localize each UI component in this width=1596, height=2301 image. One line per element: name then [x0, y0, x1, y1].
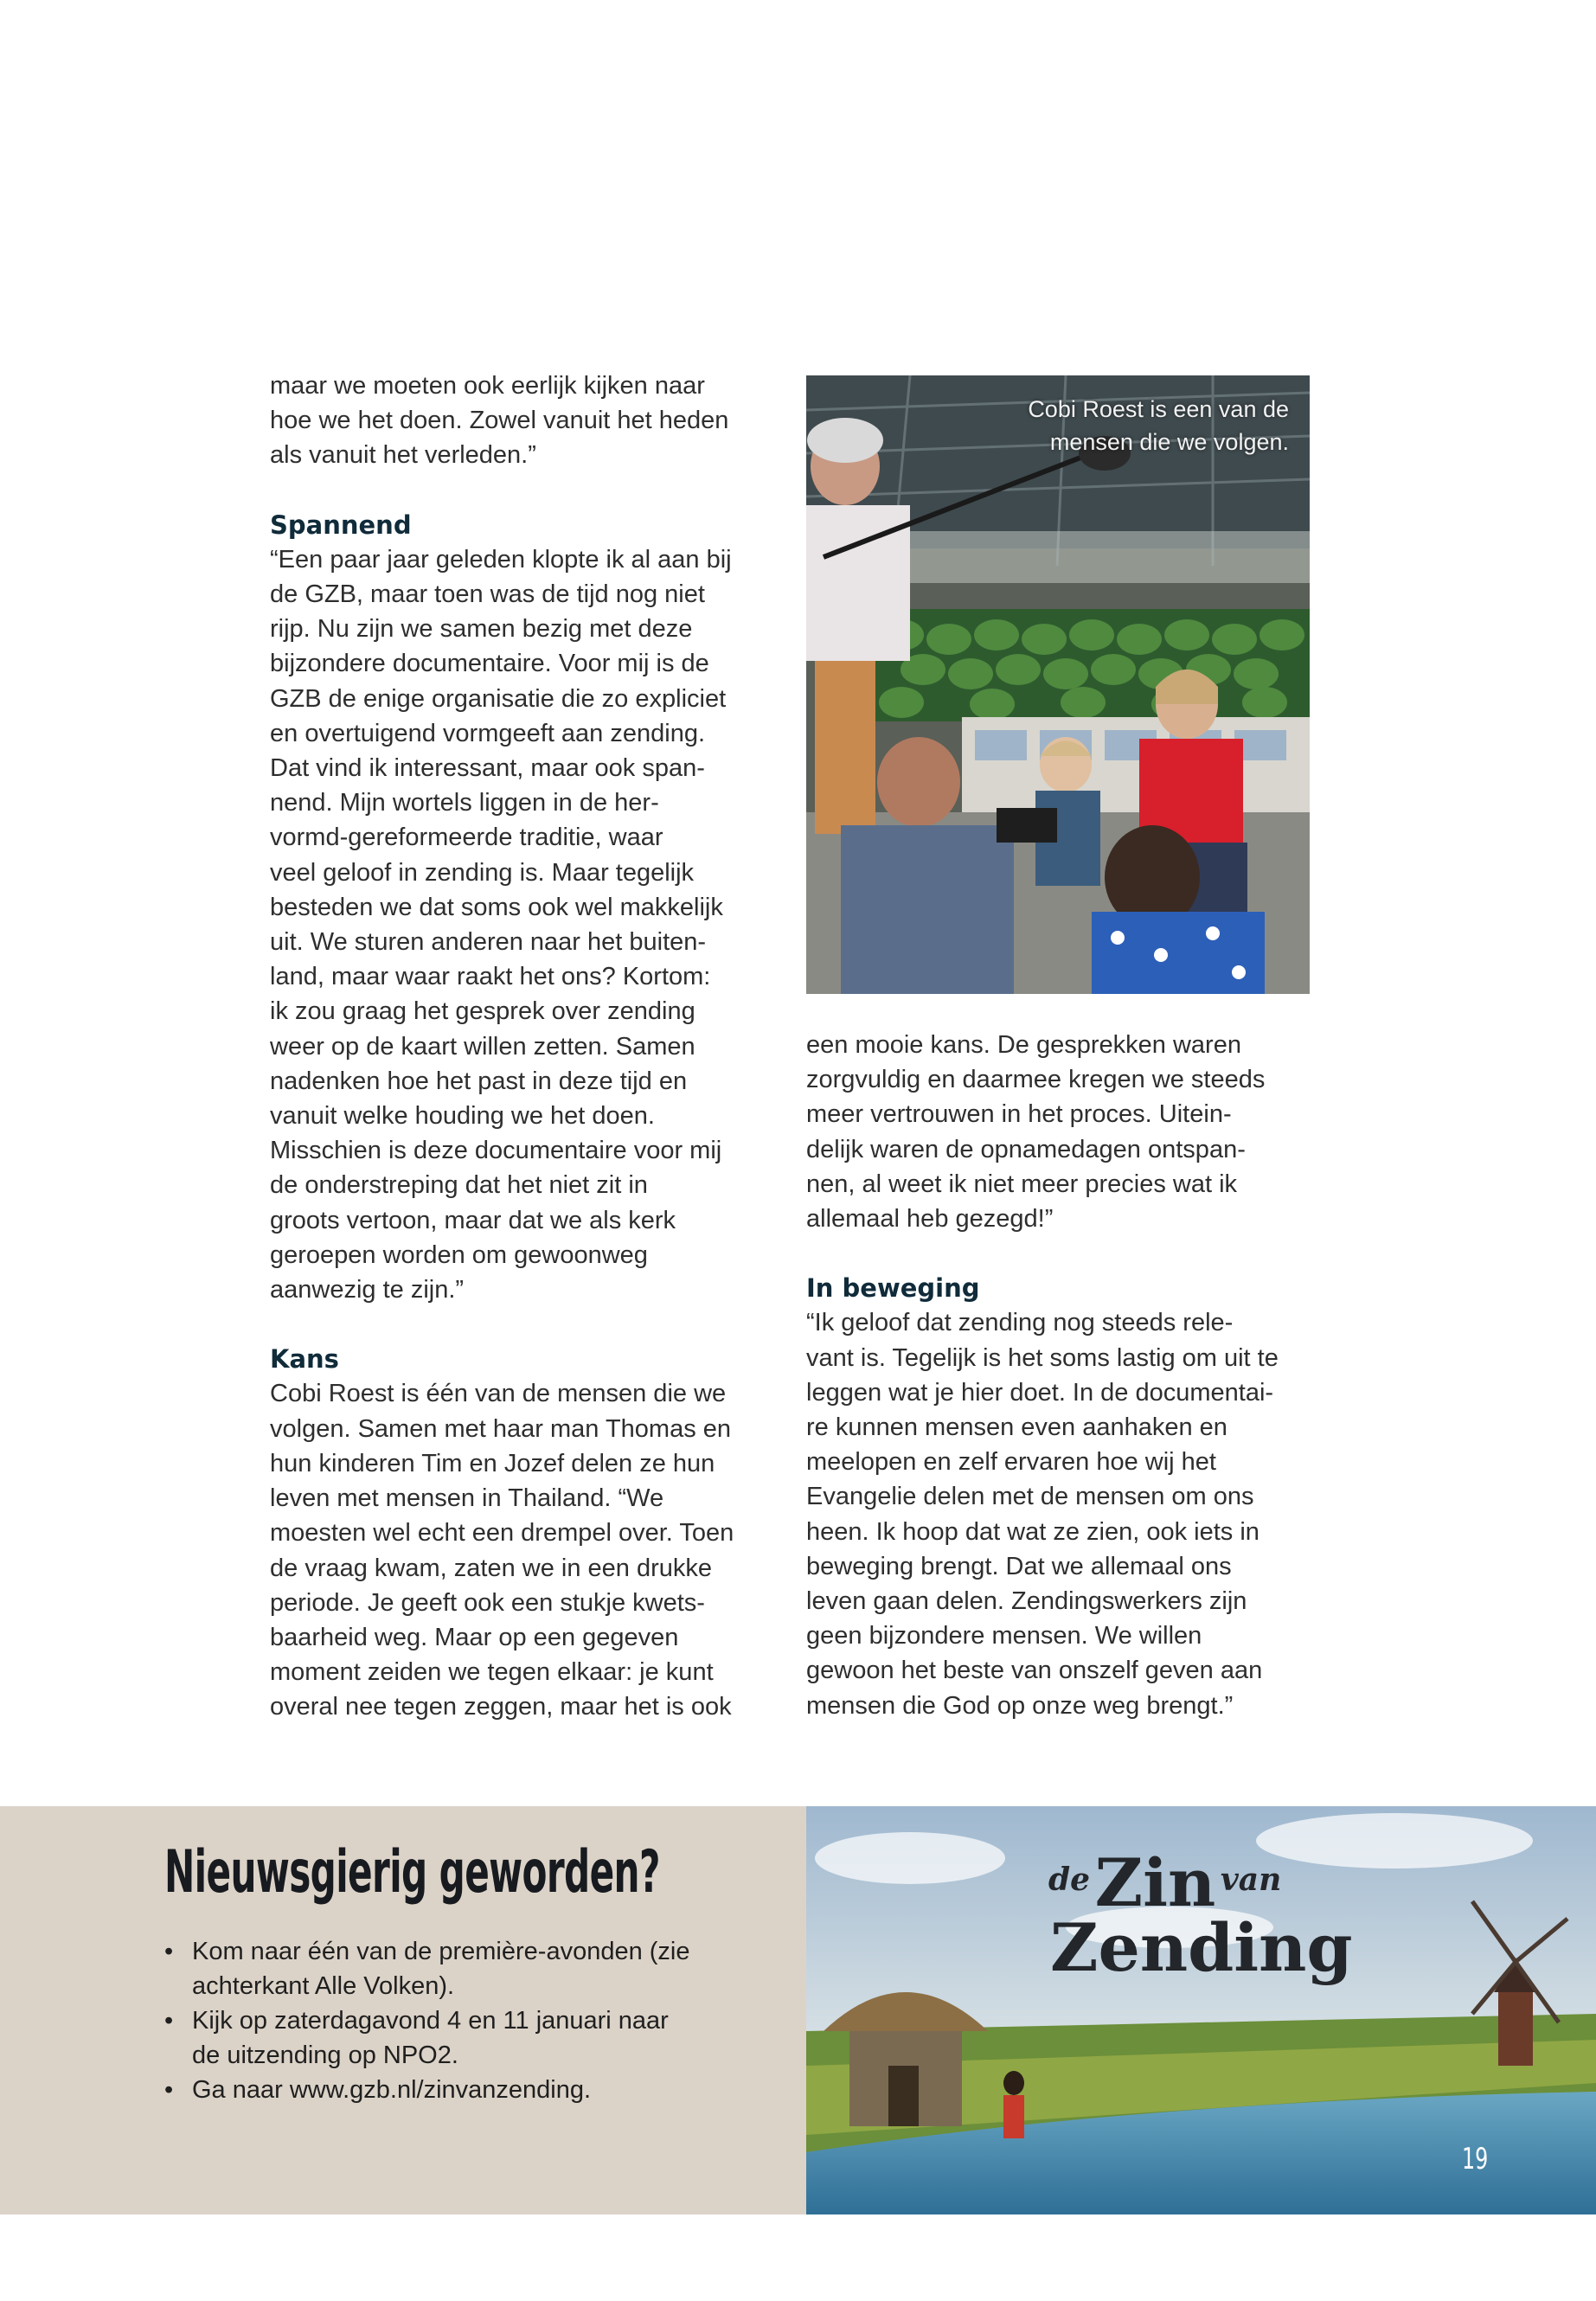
- photo-caption: Cobi Roest is een van de mensen die we volgen.: [1028, 396, 1289, 455]
- section-paragraph-spannend: “Een paar jaar geleden klopte ik al aan bij de GZB, maar toen was de tijd nog niet rijp. Nu zijn we samen bezig met deze bijzondere documentaire. Voor mij is de GZB de enige organisatie die zo expliciet en overtuigend vormgeeft aan zending. Dat vind ik interessant, maar ook span- nend. Mijn wortels liggen in de her- vormd-gereformeerde traditie, waar veel geloof in zending is. Maar tegelijk besteden we dat soms ook wel makkelijk uit. We sturen anderen naar het buiten- land, maar waar raakt het ons? Kortom: ik zou graag het gesprek over zending weer op de kaart willen zetten. Samen nadenken hoe het past in deze tijd en vanuit welke houding we het doen. Misschien is deze documentaire voor mij de onderstreping dat het niet zit in groots vertoon, maar dat we als kerk geroepen worden om gewoonweg aanwezig te zijn.”: [270, 545, 732, 1304]
- market-photo: [806, 375, 1310, 994]
- intro-paragraph: maar we moeten ook eerlijk kijken naar hoe we het doen. Zowel vanuit het heden als vanuit het verleden.”: [270, 372, 729, 470]
- callout-title: Nieuwsgierig geworden?: [164, 1838, 660, 1907]
- section-paragraph-in-beweging: “Ik geloof dat zending nog steeds rele- vant is. Tegelijk is het soms lastig om uit te leggen wat je hier doet. In de documentai- re kunnen mensen even aanhaken en meelopen en zelf ervaren hoe wij het Evangelie delen met de mensen om ons heen. Ik hoop dat wat ze zien, ook iets in beweging brengt. Dat we allemaal ons leven gaan delen. Zendingswerkers zijn geen bijzondere mensen. We willen gewoon het beste van onszelf geven aan mensen die God op onze weg brengt.”: [806, 1309, 1279, 1720]
- promo-logo: [1048, 1844, 1353, 1986]
- section-heading-kans: Kans: [270, 1344, 339, 1375]
- callout-item-text: Kijk op zaterdagavond 4 en 11 januari naar de uitzending op NPO2.: [192, 2007, 669, 2069]
- logo-zin: Zin: [1094, 1844, 1216, 1921]
- left-column: [270, 369, 782, 1725]
- bullet-icon: •: [164, 2076, 174, 2104]
- section-paragraph-kans: Cobi Roest is één van de mensen die we volgen. Samen met haar man Thomas en hun kinderen Tim en Jozef delen ze hun leven met mensen in Thailand. “We moesten wel echt een drempel over. Toen de vraag kwam, zaten we in een drukke periode. Je geeft ook een stukje kwets- baarheid weg. Maar op een gegeven moment zeiden we tegen elkaar: je kunt overal nee tegen zeggen, maar het is ook: [270, 1380, 734, 1721]
- bullet-icon: •: [164, 1938, 174, 1965]
- continuation-paragraph: een mooie kans. De gesprekken waren zorgvuldig en daarmee kregen we steeds meer vertrouwen in het proces. Uitein- delijk waren de opnamedagen ontspan- nen, al weet ik niet meer precies wat ik allemaal heb gezegd!”: [806, 1031, 1266, 1234]
- page-number: 19: [1462, 2142, 1489, 2176]
- callout-item-text: Ga naar www.gzb.nl/zinvanzending.: [192, 2076, 592, 2104]
- callout-item: [164, 1934, 770, 2003]
- callout-item: [164, 2073, 770, 2107]
- right-column: [806, 1028, 1318, 1723]
- bullet-icon: •: [164, 2007, 174, 2035]
- section-heading-spannend: Spannend: [270, 510, 412, 540]
- logo-zending: Zending: [1050, 1909, 1353, 1986]
- logo-de: de: [1048, 1862, 1091, 1898]
- callout-item-text: Kom naar één van de première-avonden (zie achterkant Alle Volken).: [192, 1938, 690, 2000]
- section-heading-in-beweging: In beweging: [806, 1273, 980, 1304]
- logo-van: van: [1220, 1862, 1282, 1898]
- callout-item: [164, 2003, 770, 2073]
- callout-list: [164, 1934, 770, 2107]
